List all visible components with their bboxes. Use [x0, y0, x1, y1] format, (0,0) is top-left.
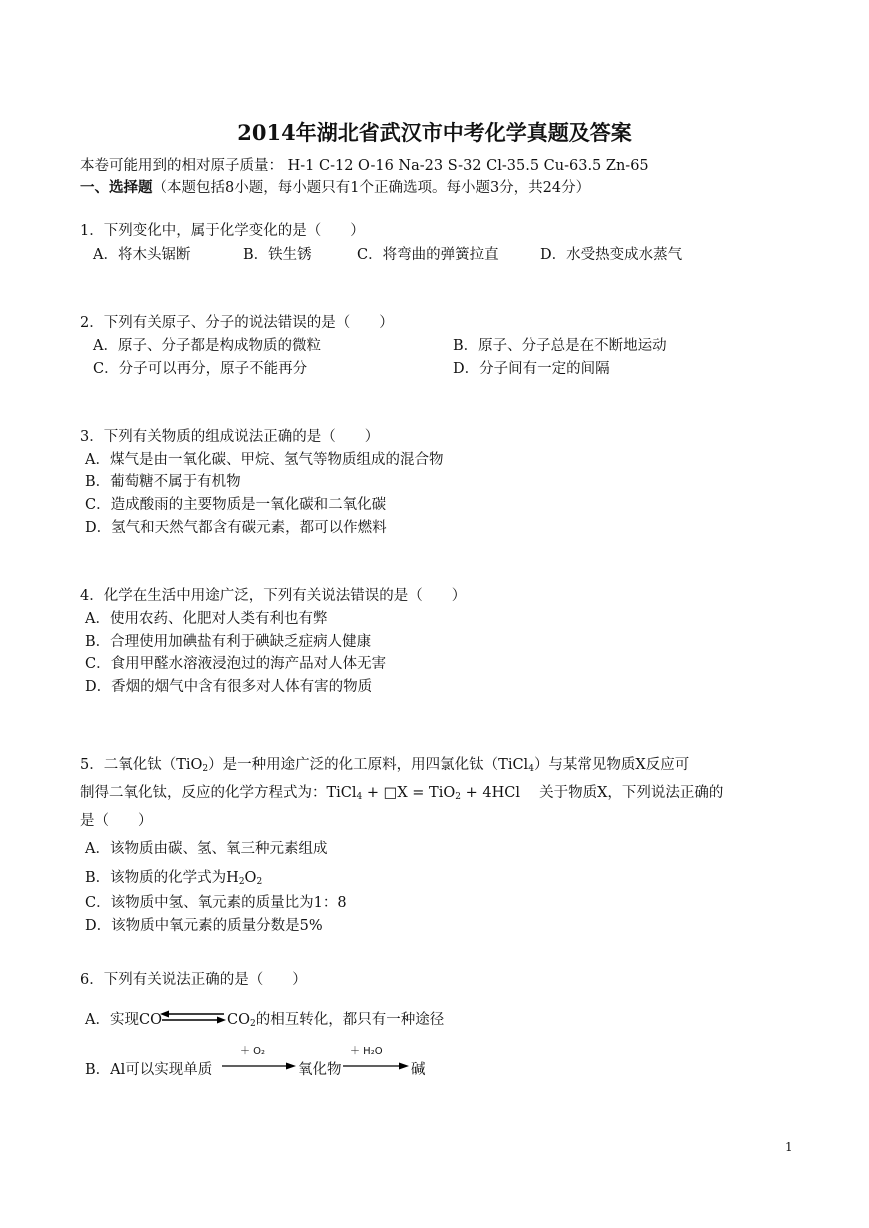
right-arrow-icon [222, 1061, 296, 1071]
q3-option-d: D．氢气和天然气都含有碳元素，都可以作燃料 [85, 520, 387, 536]
q6-option-b-middle: 氧化物 [298, 1062, 342, 1078]
q6-stem: 6．下列有关说法正确的是（ ） [80, 972, 307, 988]
q6-option-a-co2: CO [227, 1012, 250, 1028]
q5-option-c: C．该物质中氢、氧元素的质量比为1：8 [85, 895, 347, 911]
q4-stem: 4．化学在生活中用途广泛，下列有关说法错误的是（ ） [80, 588, 467, 604]
q5-stem-line2 [80, 784, 723, 806]
section-heading-line [80, 179, 590, 197]
q2-option-a: A．原子、分子都是构成物质的微粒 [93, 338, 321, 354]
q3-option-c: C．造成酸雨的主要物质是一氧化碳和二氧化碳 [85, 497, 387, 513]
q5-option-b-part-a: B．该物质的化学式为H [85, 870, 239, 886]
q5-option-b-part-b: O [244, 870, 257, 886]
q3-option-a: A．煤气是由一氧化碳、甲烷、氢气等物质组成的混合物 [85, 452, 444, 468]
q6-arrow2-label: ＋ H₂O [350, 1046, 383, 1057]
q5-option-d: D．该物质中氧元素的质量分数是5% [85, 918, 323, 934]
q1-option-c: C．将弯曲的弹簧拉直 [357, 247, 499, 263]
section-heading: 一、选择题 [80, 179, 153, 196]
q5-stem-line3: 是（ ） [80, 813, 153, 829]
q6-option-a-sub: 2 [249, 1019, 256, 1029]
q6-option-a-prefix: A．实现CO [85, 1012, 162, 1028]
q1-stem: 1．下列变化中，属于化学变化的是（ ） [80, 223, 365, 239]
q5-line1-sub2: 4 [528, 764, 534, 774]
section-note: （本题包括8小题，每小题只有1个正确选项。每小题3分，共24分） [152, 180, 591, 196]
right-arrow-icon [343, 1061, 409, 1071]
q4-option-d: D．香烟的烟气中含有很多对人体有害的物质 [85, 679, 373, 695]
q5-line1-part-a: 5．二氧化钛（TiO [80, 757, 203, 773]
q6-arrow1-label: ＋ O₂ [240, 1046, 266, 1057]
q1-option-b: B．铁生锈 [243, 247, 312, 263]
q4-option-c: C．食用甲醛水溶液浸泡过的海产品对人体无害 [85, 656, 387, 672]
page-number: 1 [785, 1140, 793, 1154]
q5-line1-part-b: ）是一种用途广泛的化工原料，用四氯化钛（TiCl [208, 757, 529, 773]
q5-line2-sub1: 4 [356, 792, 363, 802]
page-title: 2014年湖北省武汉市中考化学真题及答案 [237, 120, 632, 145]
q6-option-a-suffix: 的相互转化，都只有一种途径 [255, 1012, 445, 1028]
q3-stem: 3．下列有关物质的组成说法正确的是（ ） [80, 429, 380, 445]
q5-option-b-sub2: 2 [256, 877, 263, 887]
q6-option-b-suffix: 碱 [411, 1062, 426, 1078]
q5-option-b-sub1: 2 [238, 877, 245, 887]
q2-option-b: B．原子、分子总是在不断地运动 [453, 338, 667, 354]
q5-line2-part-a: 制得二氧化钛，反应的化学方程式为：TiCl [80, 785, 357, 801]
double-arrow-icon [160, 1009, 226, 1025]
q4-option-a: A．使用农药、化肥对人类有利也有弊 [85, 611, 328, 627]
q4-option-b: B．合理使用加碘盐有利于碘缺乏症病人健康 [85, 634, 372, 650]
q5-line1-sub1: 2 [202, 764, 209, 774]
q6-option-a-rest [227, 1011, 444, 1033]
q5-line1-part-c: ）与某常见物质X反应可 [533, 757, 690, 773]
q2-option-c: C．分子可以再分，原子不能再分 [93, 361, 308, 377]
q5-option-b [85, 869, 262, 891]
q5-line2-part-b: + □X = TiO [362, 785, 456, 801]
q1-option-d: D．水受热变成水蒸气 [540, 247, 683, 263]
q6-option-b-prefix: B．Al可以实现单质 [85, 1062, 213, 1078]
q2-option-d: D．分子间有一定的间隔 [453, 361, 610, 377]
q5-option-a: A．该物质由碳、氢、氧三种元素组成 [85, 841, 328, 857]
q3-option-b: B．葡萄糖不属于有机物 [85, 474, 241, 490]
q5-stem-line1 [80, 756, 689, 778]
q5-line2-sub2: 2 [455, 792, 461, 802]
q2-stem: 2．下列有关原子、分子的说法错误的是（ ） [80, 315, 394, 331]
q1-option-a: A．将木头锯断 [93, 247, 191, 263]
atomic-mass-line: 本卷可能用到的相对原子质量： H-1 C-12 O-16 Na-23 S-32 Cl-35.5 Cu-63.5 Zn-65 [80, 158, 649, 174]
q5-line2-part-c: + 4HCl 关于物质X，下列说法正确的 [460, 785, 724, 801]
